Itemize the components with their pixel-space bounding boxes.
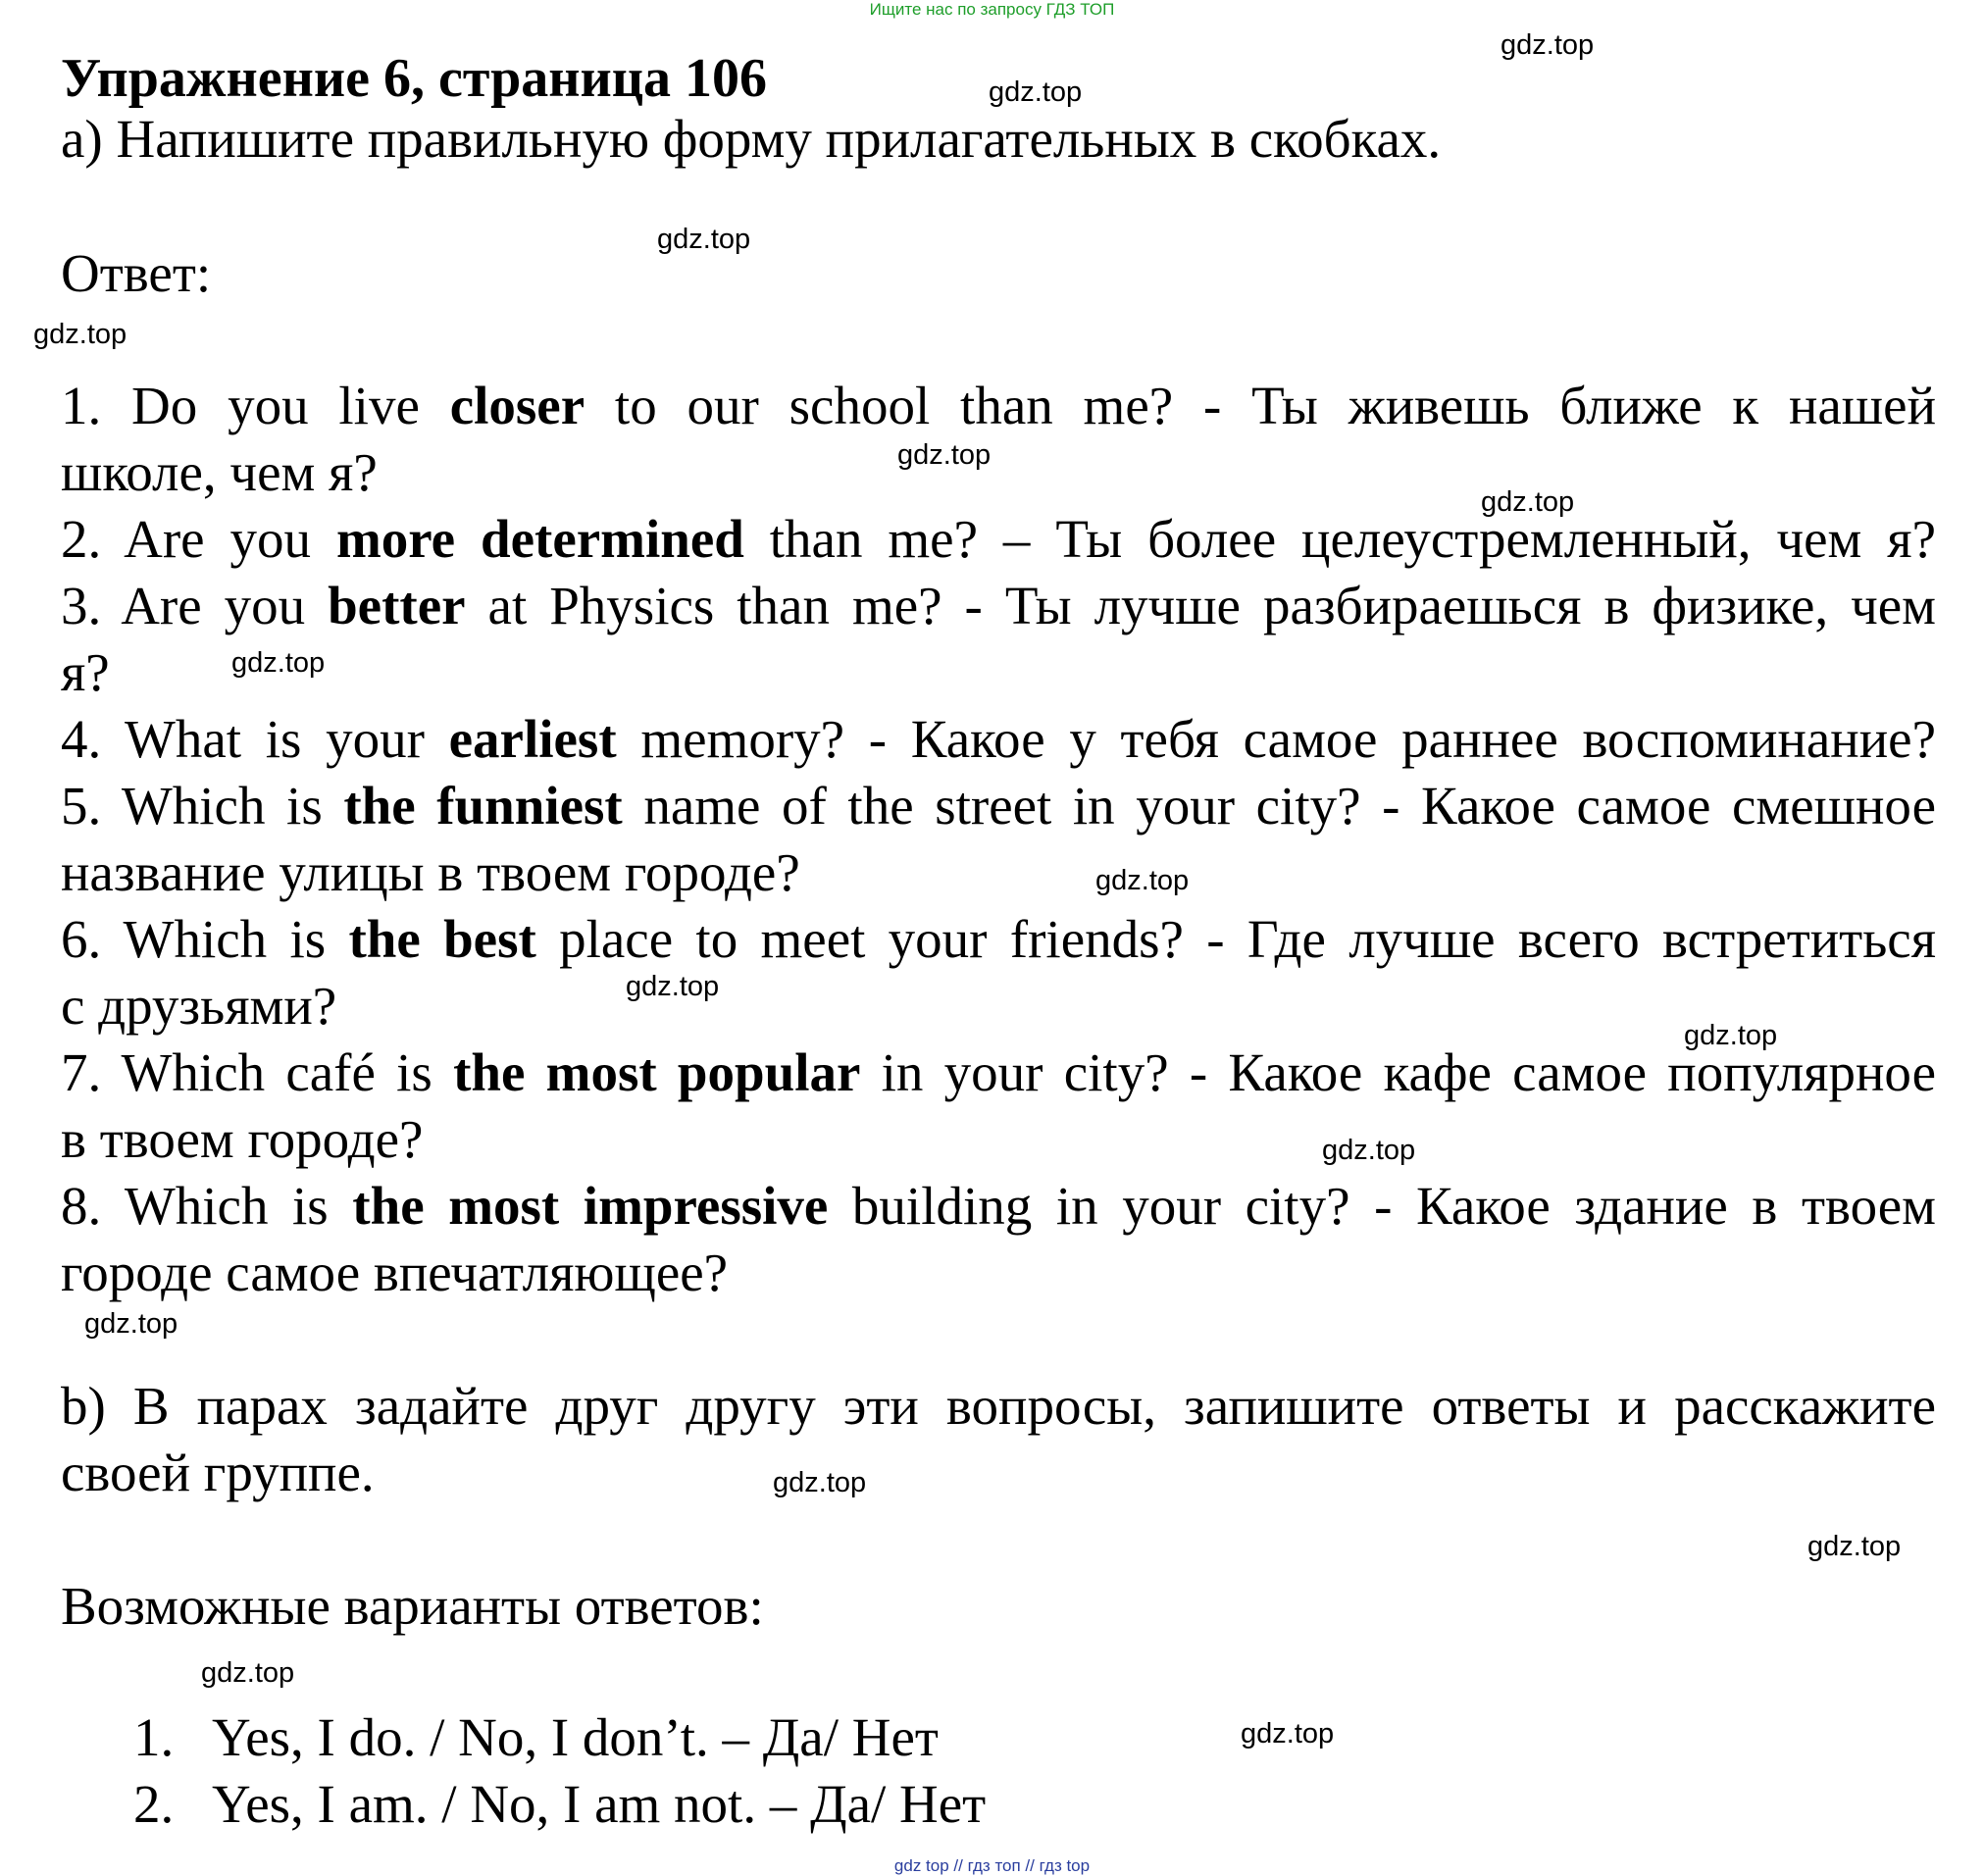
watermark: gdz.top (33, 319, 127, 350)
watermark: gdz.top (1095, 865, 1190, 896)
list-item: 8. Which is the most impressive building in your city? - Какое здание в твоем (61, 1176, 1936, 1236)
list-item: 7. Which café is the most popular in your city? - Какое кафе самое популярное (61, 1042, 1937, 1102)
search-banner: Ищите нас по запросу ГДЗ ТОП (869, 0, 1115, 19)
watermark: gdz.top (897, 439, 992, 471)
watermark: gdz.top (1481, 486, 1575, 518)
watermark: gdz.top (657, 224, 751, 255)
possible-answers-label: Возможные варианты ответов: (61, 1576, 764, 1636)
answer-number: 2. (133, 1774, 175, 1834)
page-title: Упражнение 6, страница 106 (61, 48, 768, 109)
answer-text: Yes, I do. / No, I don’t. – Да/ Нет (212, 1707, 939, 1767)
watermark: gdz.top (989, 76, 1083, 108)
list-item: 2. Are you more determined than me? – Ты более целеустремленный, чем я? (61, 509, 1936, 569)
watermark: gdz.top (1501, 29, 1595, 61)
footer-watermark: gdz top // гдз топ // гдз top (893, 1856, 1091, 1875)
watermark: gdz.top (773, 1467, 867, 1498)
answer-text: Yes, I am. / No, I am not. – Да/ Нет (212, 1774, 987, 1834)
watermark: gdz.top (1241, 1718, 1335, 1749)
list-item-continuation: в твоем городе? (61, 1109, 424, 1169)
list-item-continuation: название улицы в твоем городе? (61, 842, 800, 902)
task-b-continuation: своей группе. (61, 1443, 375, 1502)
watermark: gdz.top (626, 971, 720, 1002)
watermark: gdz.top (1684, 1020, 1778, 1051)
watermark: gdz.top (84, 1308, 178, 1340)
watermark: gdz.top (1322, 1135, 1416, 1166)
answer-label: Ответ: (61, 243, 212, 303)
answer-number: 1. (133, 1707, 175, 1767)
task-a: a) Напишите правильную форму прилагательных в скобках. (61, 109, 1442, 169)
task-b: b) В парах задайте друг другу эти вопросы, запишите ответы и расскажите (61, 1376, 1936, 1436)
list-item: 6. Which is the best place to meet your friends? - Где лучше всего встретиться (61, 909, 1936, 969)
watermark: gdz.top (1807, 1531, 1902, 1562)
list-item-continuation: школе, чем я? (61, 442, 378, 502)
list-item-continuation: я? (61, 642, 110, 702)
list-item: 1. Do you live closer to our school than me? - Ты живешь ближе к нашей (61, 376, 1936, 435)
list-item: 5. Which is the funniest name of the street in your city? - Какое самое смешное (61, 776, 1937, 836)
list-item-continuation: с друзьями? (61, 976, 337, 1036)
watermark: gdz.top (201, 1657, 295, 1689)
list-item: 3. Are you better at Physics than me? - Ты лучше разбираешься в физике, чем (61, 576, 1936, 635)
list-item-continuation: городе самое впечатляющее? (61, 1242, 729, 1302)
list-item: 4. What is your earliest memory? - Какое у тебя самое раннее воспоминание? (61, 709, 1936, 769)
watermark: gdz.top (231, 647, 326, 679)
